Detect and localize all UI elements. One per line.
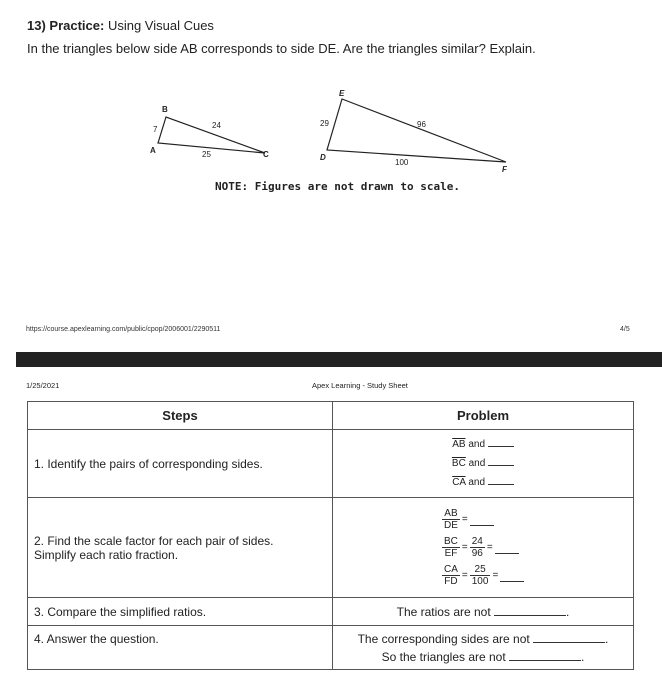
vertex-label-b: B <box>162 105 168 114</box>
denominator: 96 <box>471 548 483 559</box>
equals-sign: = <box>461 570 468 581</box>
denominator: DE <box>444 520 458 531</box>
table-row <box>28 498 634 598</box>
equals-sign: = <box>486 542 493 553</box>
problem-4 <box>333 626 634 670</box>
answer-prefix: So the triangles are not <box>381 649 506 664</box>
pair-line <box>339 454 627 473</box>
side-ca: $\overline{CA}$ <box>452 477 466 488</box>
equals-sign: = <box>461 514 468 525</box>
pair-line <box>339 473 627 492</box>
answer-line-2 <box>339 648 627 666</box>
fraction <box>442 536 460 559</box>
step-2 <box>28 498 333 598</box>
page-divider <box>16 352 662 367</box>
page-number: 4/5 <box>620 326 630 333</box>
step-2-line1: 2. Find the scale factor for each pair of sides. <box>34 533 274 548</box>
answer-line-1 <box>339 630 627 648</box>
fraction <box>442 508 460 531</box>
step-3: 3. Compare the simplified ratios. <box>28 598 333 626</box>
denominator: FD <box>444 576 458 587</box>
side-label-ef: 96 <box>417 120 426 129</box>
answer-blank[interactable] <box>509 649 581 661</box>
side-label-de: 29 <box>320 119 329 128</box>
numerator: BC <box>444 536 458 547</box>
and-word: and <box>468 439 486 450</box>
fraction <box>442 564 460 587</box>
vertex-label-d: D <box>320 153 326 162</box>
equals-sign: = <box>461 542 468 553</box>
page-url: https://course.apexlearning.com/public/cpop/2006001/2290511 <box>26 326 221 333</box>
question-title <box>27 18 214 33</box>
answer-blank[interactable] <box>500 570 524 582</box>
step-4: 4. Answer the question. <box>28 626 333 670</box>
side-label-ab: 7 <box>153 125 158 134</box>
and-word: and <box>468 458 486 469</box>
table-row <box>28 626 634 670</box>
numerator: CA <box>444 564 458 575</box>
answer-blank[interactable] <box>494 604 566 616</box>
answer-suffix: . <box>566 605 570 619</box>
and-word: and <box>468 477 486 488</box>
answer-blank[interactable] <box>470 514 494 526</box>
question-prompt: In the triangles below side AB corresponds to side DE. Are the triangles similar? Explain. <box>27 41 536 56</box>
question-topic: Using Visual Cues <box>104 18 214 33</box>
side-label-ac: 25 <box>202 150 211 159</box>
answer-blank[interactable] <box>495 542 519 554</box>
vertex-label-e: E <box>339 89 345 98</box>
step-1: 1. Identify the pairs of corresponding sides. <box>28 430 333 498</box>
answer-blank[interactable] <box>488 473 514 485</box>
study-table <box>27 401 634 670</box>
problem-3 <box>333 598 634 626</box>
side-ab: $\overline{AB}$ <box>452 439 466 450</box>
answer-prefix: The ratios are not <box>396 605 491 619</box>
numerator: 25 <box>470 564 491 576</box>
answer-blank[interactable] <box>488 454 514 466</box>
figure-note: NOTE: Figures are not drawn to scale. <box>215 180 461 193</box>
fraction <box>470 536 485 559</box>
problem-header: Problem <box>333 402 634 430</box>
table-row <box>28 598 634 626</box>
answer-suffix: . <box>605 631 609 646</box>
denominator: EF <box>444 548 458 559</box>
triangle-figure <box>140 85 520 175</box>
problem-2 <box>333 498 634 598</box>
table-row <box>28 430 634 498</box>
answer-suffix: . <box>581 649 585 664</box>
question-number: 13) Practice: <box>27 18 105 33</box>
ratio-ab-de <box>442 506 627 534</box>
steps-header: Steps <box>28 402 333 430</box>
numerator: AB <box>442 508 460 520</box>
step-2-line2: Simplify each ratio fraction. <box>34 547 179 562</box>
answer-blank[interactable] <box>533 631 605 643</box>
header-title: Apex Learning - Study Sheet <box>312 381 408 390</box>
header-date: 1/25/2021 <box>26 381 60 390</box>
ratio-bc-ef <box>442 534 627 562</box>
numerator: 24 <box>471 536 483 547</box>
fraction <box>470 564 491 587</box>
side-label-bc: 24 <box>212 121 221 130</box>
vertex-label-a: A <box>150 146 156 155</box>
ratio-ca-fd <box>442 562 627 590</box>
pair-line <box>339 435 627 454</box>
answer-prefix: The corresponding sides are not <box>357 631 530 646</box>
vertex-label-c: C <box>263 150 269 159</box>
answer-blank[interactable] <box>488 435 514 447</box>
table-header-row <box>28 402 634 430</box>
side-label-df: 100 <box>395 158 409 167</box>
denominator: 100 <box>471 576 489 587</box>
problem-1 <box>333 430 634 498</box>
side-bc: $\overline{BC}$ <box>451 458 466 469</box>
vertex-label-f: F <box>502 165 507 174</box>
triangle-def <box>327 99 506 162</box>
equals-sign: = <box>492 570 499 581</box>
